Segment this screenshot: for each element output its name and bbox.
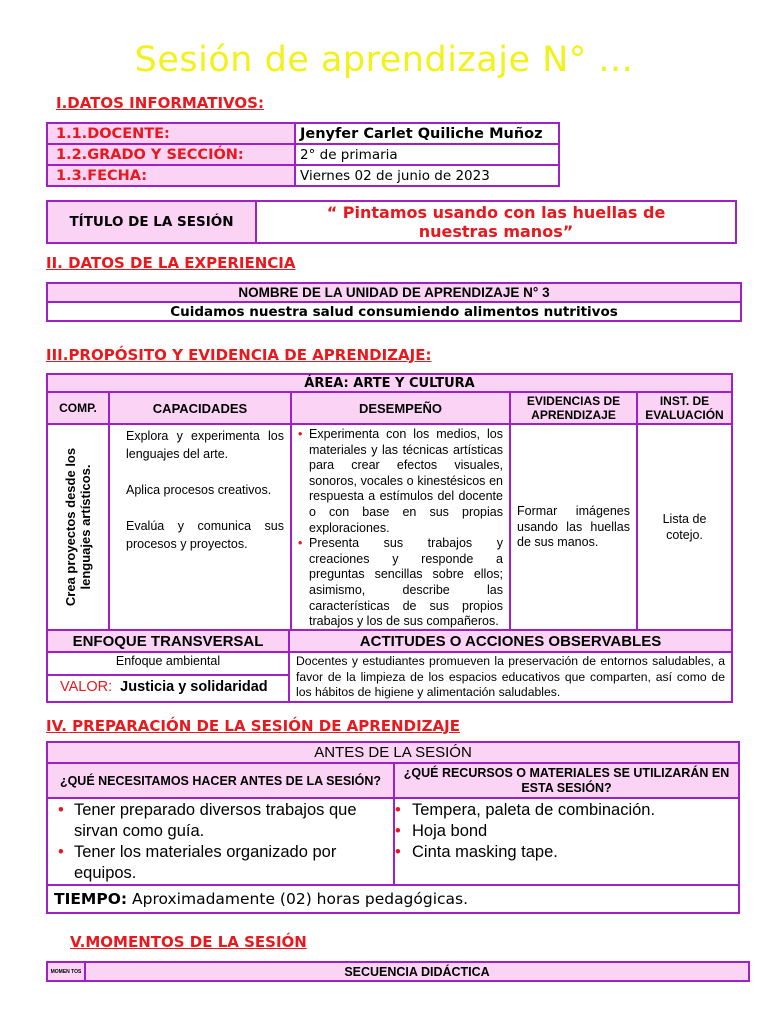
capacidad-2: Aplica procesos creativos. xyxy=(126,483,272,497)
docente-label: 1.1.DOCENTE: xyxy=(47,123,295,144)
actitud-cell: Docentes y estudiantes promueven la preservación de entornos saludables, a favor de la limpieza de los espacios educativos que comparten, así como de los hábitos de higiene y alimentación saludables. xyxy=(289,652,732,702)
section-2-heading: II. DATOS DE LA EXPERIENCIA xyxy=(46,254,296,272)
resources-cell xyxy=(394,798,739,885)
datos-informativos-table xyxy=(46,122,560,187)
capacidad-1: Explora y experimenta los lenguajes del arte. xyxy=(126,429,284,461)
evidencia-cell: Formar imágenes usando las huellas de sus manos. xyxy=(510,424,637,631)
area-header: ÁREA: ARTE Y CULTURA xyxy=(47,374,732,392)
capacidad-3: Evalúa y comunica sus procesos y proyectos. xyxy=(126,519,284,551)
valor-value: Justicia y solidaridad xyxy=(120,679,268,695)
q1-header: ¿QUÉ NECESITAMOS HACER ANTES DE LA SESIÓN? xyxy=(47,763,394,798)
instrumento-cell: Lista de cotejo. xyxy=(637,424,732,631)
enfoque-header: ENFOQUE TRANSVERSAL xyxy=(47,630,289,652)
inst-header: INST. DE EVALUACIÓN xyxy=(637,392,732,424)
capacidades-cell xyxy=(109,424,291,631)
task-2: • Tener los materiales organizado por equipos. xyxy=(52,842,389,884)
grado-label: 1.2.GRADO Y SECCIÓN: xyxy=(47,144,295,165)
fecha-label: 1.3.FECHA: xyxy=(47,165,295,186)
unidad-header: NOMBRE DE LA UNIDAD DE APRENDIZAJE N° 3 xyxy=(47,283,741,302)
docente-value: Jenyfer Carlet Quiliche Muñoz xyxy=(295,123,559,144)
evidencias-header: EVIDENCIAS DE APRENDIZAJE xyxy=(510,392,637,424)
secuencia-header: SECUENCIA DIDÁCTICA xyxy=(85,962,749,981)
page-title: Sesión de aprendizaje N° ... xyxy=(134,40,634,80)
tiempo-label: TIEMPO: xyxy=(54,890,128,908)
competencia-text: Crea proyectos desde los lenguajes artísticos. xyxy=(63,448,93,607)
tasks-cell xyxy=(47,798,394,885)
enfoque-cell xyxy=(47,652,289,702)
section-4-heading: IV. PREPARACIÓN DE LA SESIÓN DE APRENDIZAJE xyxy=(46,717,460,735)
competencia-cell xyxy=(47,424,109,631)
grado-value: 2° de primaria xyxy=(295,144,559,165)
task-1: • Tener preparado diversos trabajos que sirvan como guía. xyxy=(52,800,389,842)
proposito-table xyxy=(46,373,733,632)
tiempo-cell xyxy=(47,885,739,913)
enfoque-value: Enfoque ambiental xyxy=(48,653,288,676)
session-title-label: TÍTULO DE LA SESIÓN xyxy=(47,201,256,243)
momentos-table xyxy=(46,961,750,982)
desempeno-cell xyxy=(291,424,510,631)
resource-1: • Tempera, paleta de combinación. xyxy=(395,800,734,821)
capacidades-header: CAPACIDADES xyxy=(109,392,291,424)
section-5-heading: V.MOMENTOS DE LA SESIÓN xyxy=(70,933,307,951)
desempeno-1: • Experimenta con los medios, los materiales y las técnicas artísticas para crear efectos visuales, sonoros, vocales o kinestésicos en respuesta a estímulos del docente o con base en sus propias exploraciones. xyxy=(298,427,503,536)
tiempo-value: Aproximadamente (02) horas pedagógicas. xyxy=(132,890,469,908)
resource-2: • Hoja bond xyxy=(395,821,734,842)
desempeno-header: DESEMPEÑO xyxy=(291,392,510,424)
comp-header: COMP. xyxy=(47,392,109,424)
section-3-heading: III.PROPÓSITO Y EVIDENCIA DE APRENDIZAJE: xyxy=(46,346,432,364)
unidad-table xyxy=(46,282,742,322)
session-title-value: “ Pintamos usando con las huellas de nuestras manos” xyxy=(256,201,736,243)
q2-header: ¿QUÉ RECURSOS O MATERIALES SE UTILIZARÁN EN ESTA SESIÓN? xyxy=(394,763,739,798)
desempeno-2: • Presenta sus trabajos y creaciones y responde a preguntas sencillas sobre ellos; asimismo, describe las características de sus propios trabajos y los de sus compañeros. xyxy=(298,536,503,630)
resource-3: • Cinta masking tape. xyxy=(395,842,734,863)
antes-header: ANTES DE LA SESIÓN xyxy=(47,742,739,763)
valor-line xyxy=(48,676,288,698)
momentos-header: MOMEN TOS xyxy=(47,962,85,981)
unidad-name: Cuidamos nuestra salud consumiendo alimentos nutritivos xyxy=(47,302,741,321)
session-title-table xyxy=(46,200,737,244)
fecha-value: Viernes 02 de junio de 2023 xyxy=(295,165,559,186)
preparacion-table xyxy=(46,741,740,914)
valor-label: VALOR: xyxy=(60,679,113,695)
actitudes-header: ACTITUDES O ACCIONES OBSERVABLES xyxy=(289,630,732,652)
section-1-heading: I.DATOS INFORMATIVOS: xyxy=(56,94,264,112)
enfoque-table xyxy=(46,629,733,703)
